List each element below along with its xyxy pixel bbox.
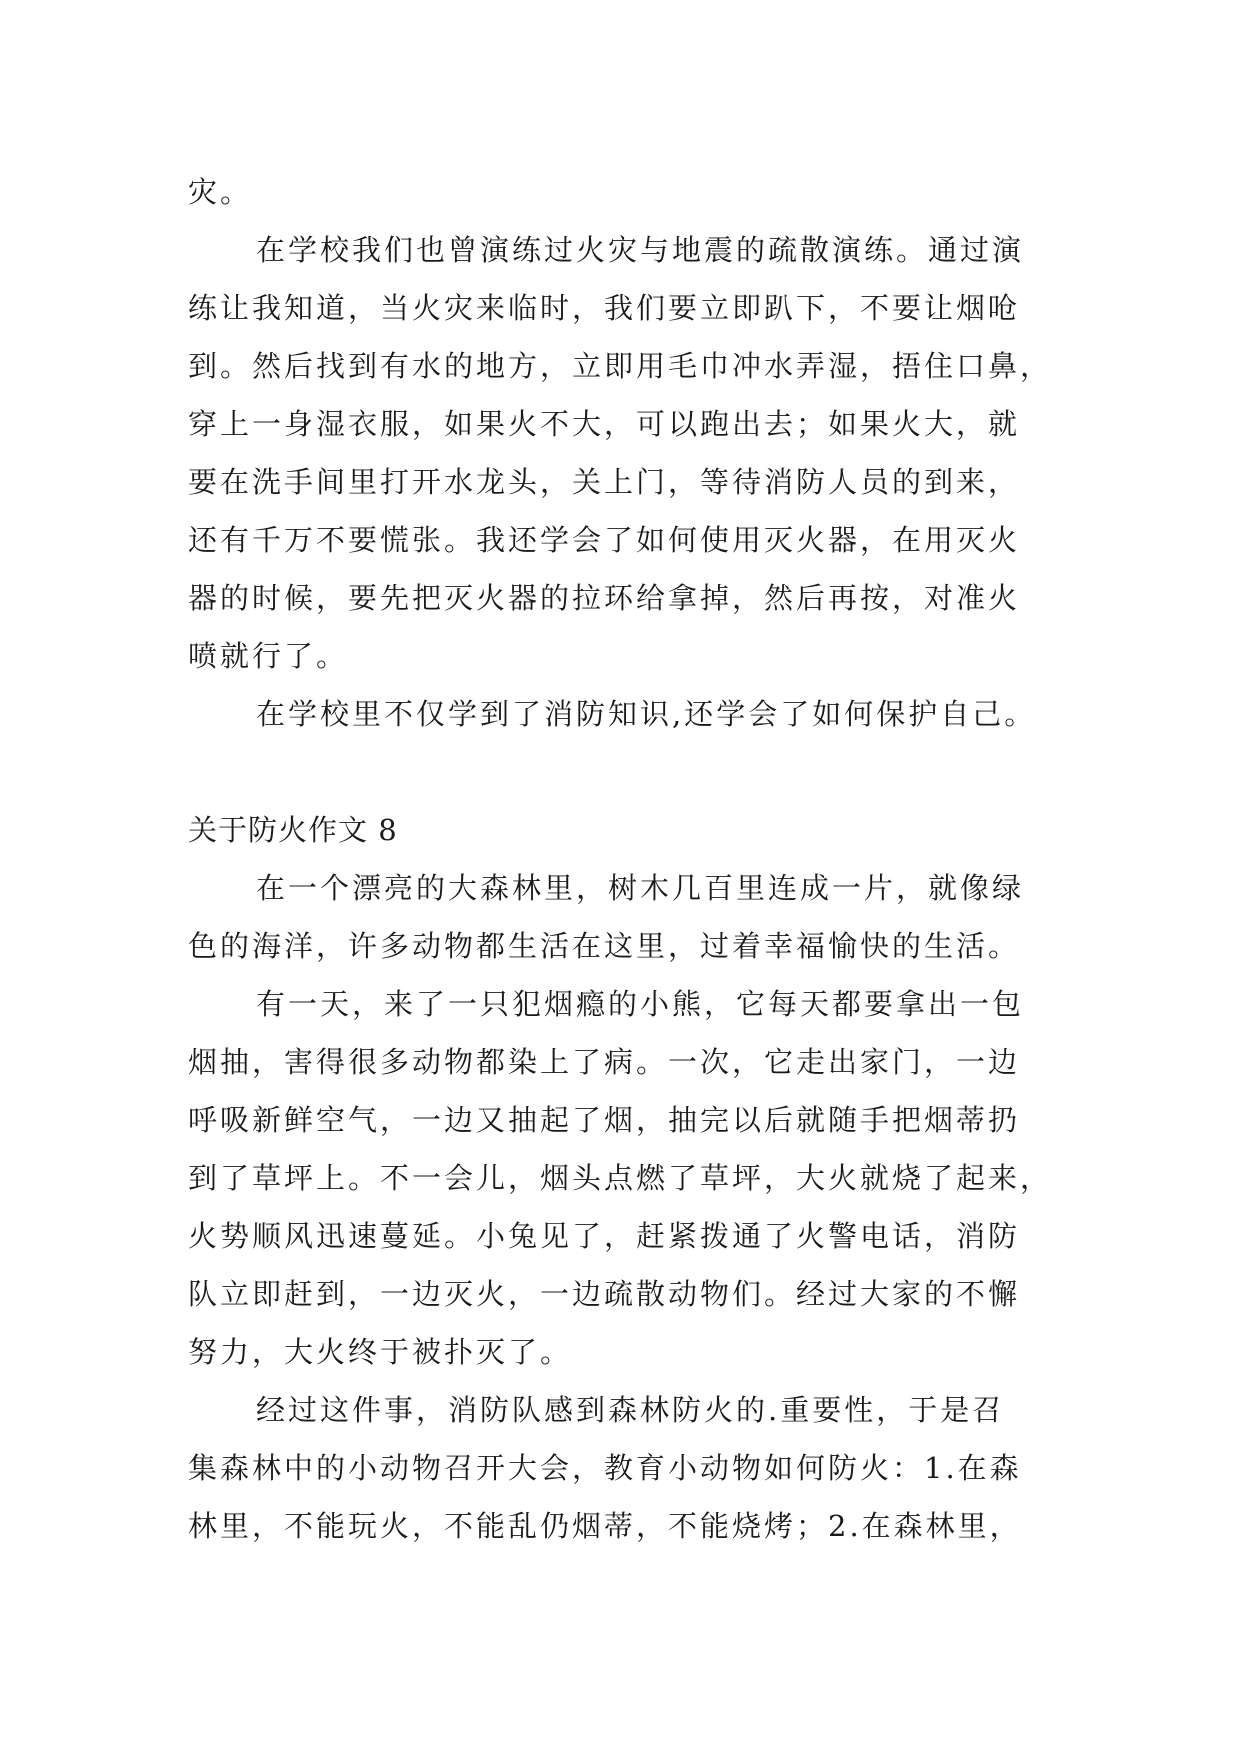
text-line: 还有千万不要慌张。我还学会了如何使用灭火器，在用灭火 xyxy=(188,523,1021,557)
text-line: 呼吸新鲜空气，一边又抽起了烟，抽完以后就随手把烟蒂扔 xyxy=(188,1103,1021,1137)
text-line: 林里，不能玩火，不能乱仍烟蒂，不能烧烤；2.在森林里， xyxy=(188,1509,1022,1543)
text-line: 到。然后找到有水的地方，立即用毛巾冲水弄湿，捂住口鼻， xyxy=(188,349,1053,383)
document-body xyxy=(188,163,1068,1555)
section-spacer xyxy=(188,743,1068,801)
paragraph-first-line: 在一个漂亮的大森林里，树木几百里连成一片，就像绿 xyxy=(256,871,1025,905)
text-line: 队立即赶到，一边灭火，一边疏散动物们。经过大家的不懈 xyxy=(188,1277,1021,1311)
text-line: 集森林中的小动物召开大会，教育小动物如何防火：1.在森 xyxy=(188,1451,1022,1485)
text-line: 烟抽，害得很多动物都染上了病。一次，它走出家门，一边 xyxy=(188,1045,1021,1079)
text-line: 器的时候，要先把灭火器的拉环给拿掉，然后再按，对准火 xyxy=(188,581,1021,615)
text-line: 要在洗手间里打开水龙头，关上门，等待消防人员的到来， xyxy=(188,465,1021,499)
text-line: 火势顺风迅速蔓延。小兔见了，赶紧拨通了火警电话，消防 xyxy=(188,1219,1021,1253)
paragraph-first-line: 在学校里不仅学到了消防知识,还学会了如何保护自己。 xyxy=(256,697,1037,731)
text-line: 喷就行了。 xyxy=(188,639,349,673)
paragraph-first-line: 在学校我们也曾演练过火灾与地震的疏散演练。通过演 xyxy=(256,233,1025,267)
section-heading: 关于防火作文 8 xyxy=(188,813,398,847)
text-line: 到了草坪上。不一会儿，烟头点燃了草坪，大火就烧了起来， xyxy=(188,1161,1053,1195)
text-line: 灾。 xyxy=(188,175,253,209)
text-line: 练让我知道，当火灾来临时，我们要立即趴下，不要让烟呛 xyxy=(188,291,1021,325)
text-line: 努力，大火终于被扑灭了。 xyxy=(188,1335,573,1369)
text-line: 色的海洋，许多动物都生活在这里，过着幸福愉快的生活。 xyxy=(188,929,1021,963)
paragraph-first-line: 有一天，来了一只犯烟瘾的小熊，它每天都要拿出一包 xyxy=(256,987,1025,1021)
paragraph-first-line: 经过这件事，消防队感到森林防火的.重要性，于是召 xyxy=(256,1393,1005,1427)
text-line: 穿上一身湿衣服，如果火不大，可以跑出去；如果火大，就 xyxy=(188,407,1021,441)
